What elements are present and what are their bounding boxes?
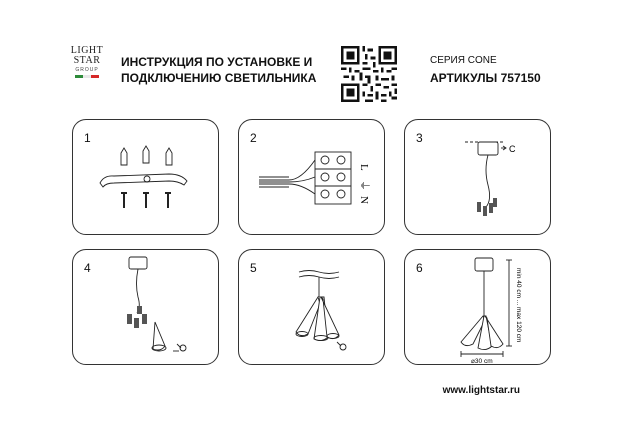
step-panel-2: [238, 119, 385, 235]
step-panel-3: [404, 119, 551, 235]
brand-logo: [68, 46, 106, 102]
step-number: 4: [84, 261, 91, 275]
diameter-dimension-label: ⌀30 cm: [471, 358, 493, 365]
logo-line2: STAR: [73, 55, 101, 66]
assembled-dimensions-drawing: [405, 250, 552, 366]
canopy-mount-drawing: [405, 120, 552, 236]
wire-label-ground: ⏚: [358, 180, 370, 191]
terminal-block-drawing: [239, 120, 386, 236]
wire-label-l: L: [358, 164, 370, 171]
height-dimension-label: min 40 cm ... max 120 cm: [515, 268, 522, 343]
italian-flag-icon: [75, 75, 99, 78]
step-panel-4: [72, 249, 219, 365]
mounting-bracket-drawing: [73, 120, 220, 236]
step-panel-1: [72, 119, 219, 235]
bulb-install-drawing: [239, 250, 386, 366]
logo-line1: LIGHT: [70, 45, 104, 56]
wire-label-n: N: [358, 196, 370, 204]
shade-install-drawing: [73, 250, 220, 366]
step-number: 1: [84, 131, 91, 145]
step-number: 5: [250, 261, 257, 275]
cover-label-c: C: [509, 144, 516, 154]
website-link[interactable]: www.lightstar.ru: [442, 385, 520, 396]
title-line1: ИНСТРУКЦИЯ ПО УСТАНОВКЕ И: [121, 55, 313, 69]
title-line2: ПОДКЛЮЧЕНИЮ СВЕТИЛЬНИКА: [121, 71, 317, 85]
step-number: 6: [416, 261, 423, 275]
qr-code-icon[interactable]: [341, 46, 397, 102]
step-panel-5: [238, 249, 385, 365]
logo-line3: GROUP: [75, 67, 99, 73]
step-number: 2: [250, 131, 257, 145]
series-label: СЕРИЯ CONE: [430, 55, 497, 66]
step-panel-6: [404, 249, 551, 365]
article-number: АРТИКУЛЫ 757150: [430, 71, 541, 85]
page-title: [121, 54, 336, 86]
step-number: 3: [416, 131, 423, 145]
